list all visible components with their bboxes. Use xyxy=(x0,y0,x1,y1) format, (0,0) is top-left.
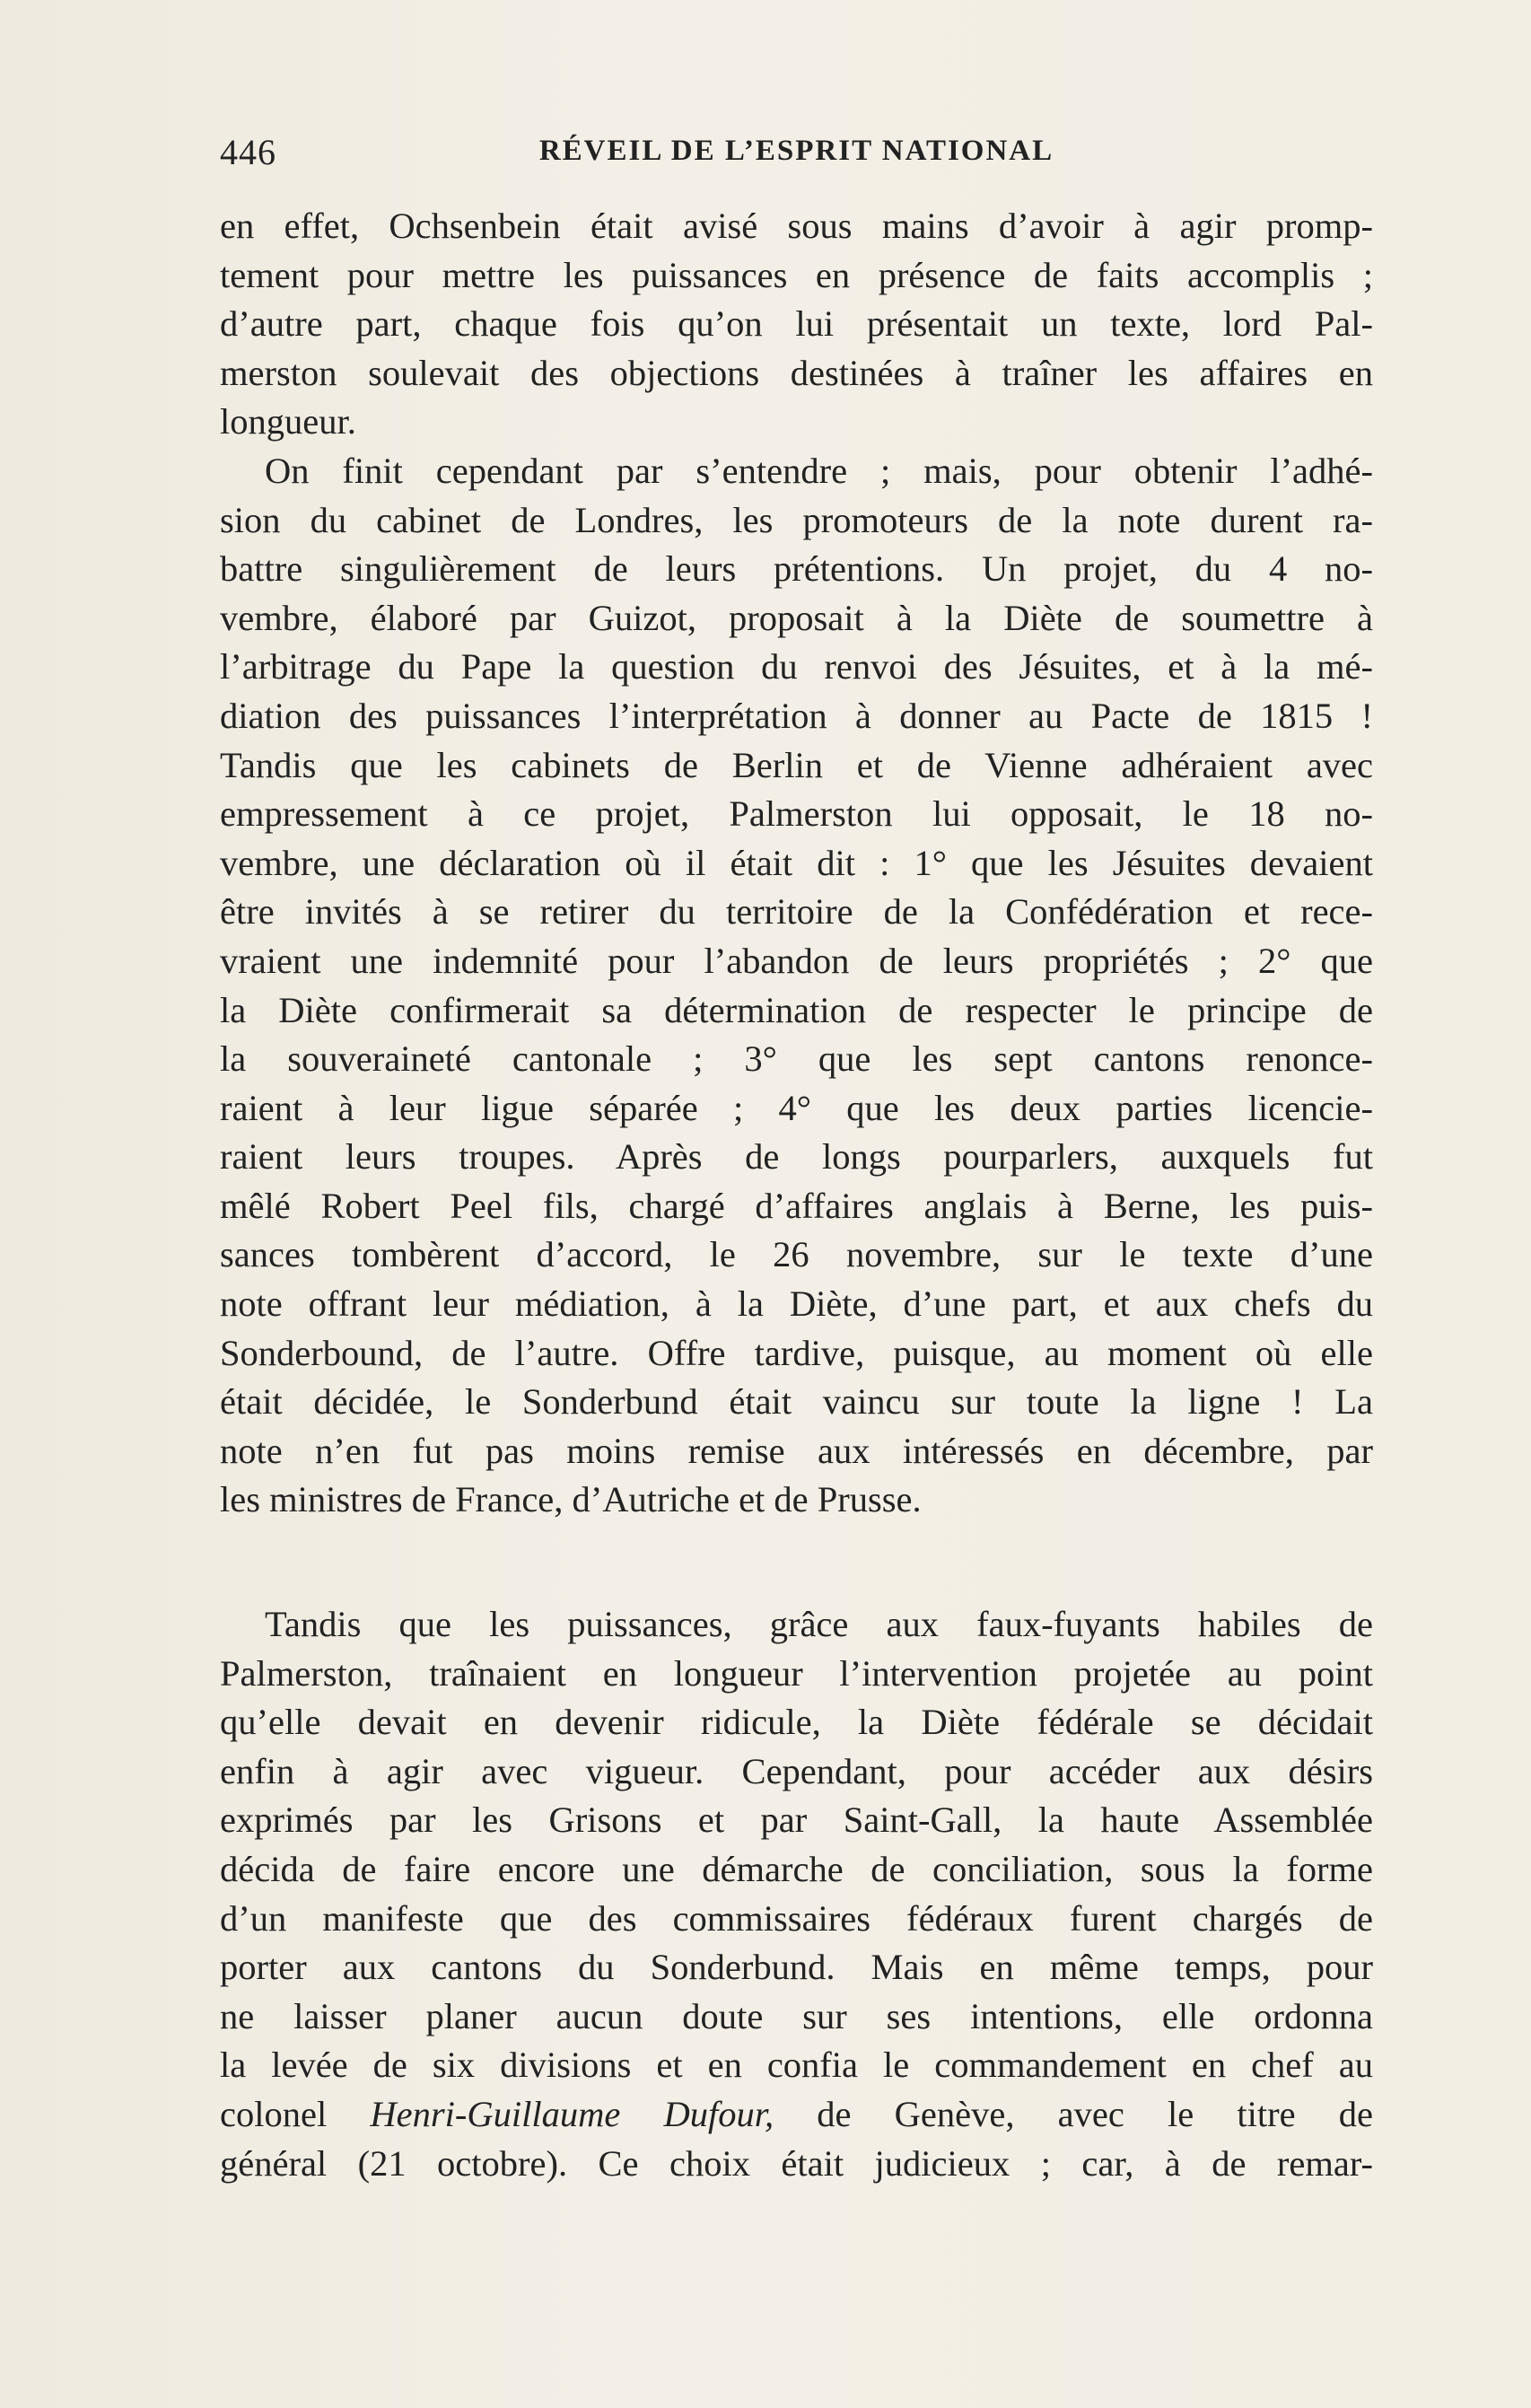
text-line: porter aux cantons du Sonderbund. Mais en même temps, pour xyxy=(220,1947,1373,1988)
text-line: diation des puissances l’interprétation à donner au Pacte de 1815 ! xyxy=(220,695,1373,736)
page-header xyxy=(220,131,1373,176)
text-line: Tandis que les puissances, grâce aux faux-fuyants habiles de xyxy=(265,1604,1373,1644)
text-line: merston soulevait des objections destinées à traîner les affaires en xyxy=(220,352,1373,393)
text-line: sances tombèrent d’accord, le 26 novembre, sur le texte d’une xyxy=(220,1234,1373,1275)
text-line: être invités à se retirer du territoire de la Confédération et rece- xyxy=(220,891,1373,933)
text-line: sion du cabinet de Londres, les promoteurs de la note durent ra- xyxy=(220,499,1373,540)
text-line: mêlé Robert Peel fils, chargé d’affaires anglais à Berne, les puis- xyxy=(220,1185,1373,1226)
text-line: général (21 octobre). Ce choix était judicieux ; car, à de remar- xyxy=(220,2142,1373,2184)
running-title: RÉVEIL DE L’ESPRIT NATIONAL xyxy=(538,135,1054,167)
text-line: empressement à ce projet, Palmerston lui opposait, le 18 no- xyxy=(220,793,1373,835)
text-line: tement pour mettre les puissances en présence de faits accomplis ; xyxy=(220,254,1373,295)
text-line: d’un manifeste que des commissaires fédéraux furent chargés de xyxy=(220,1897,1373,1939)
text-line: raient leurs troupes. Après de longs pourparlers, auxquels fut xyxy=(220,1136,1373,1178)
text-line: Palmerston, traînaient en longueur l’intervention projetée au point xyxy=(220,1652,1373,1694)
italic-person-name: Henri-Guillaume Dufour, xyxy=(370,2093,774,2134)
text-line: vembre, élaboré par Guizot, proposait à la Diète de soumettre à xyxy=(220,597,1373,638)
page-number: 446 xyxy=(220,132,276,172)
text-line: d’autre part, chaque fois qu’on lui présentait un texte, lord Pal- xyxy=(220,303,1373,345)
text-line: enfin à agir avec vigueur. Cependant, pour accéder aux désirs xyxy=(220,1750,1373,1791)
text-line: Sonderbound, de l’autre. Offre tardive, puisque, au moment où elle xyxy=(220,1332,1373,1373)
text-line: vraient une indemnité pour l’abandon de leurs propriétés ; 2° que xyxy=(220,940,1373,981)
text-line: l’arbitrage du Pape la question du renvoi des Jésuites, et à la mé- xyxy=(220,646,1373,687)
text-line: était décidée, le Sonderbund était vaincu sur toute la ligne ! La xyxy=(220,1381,1373,1423)
text-line: la souveraineté cantonale ; 3° que les sept cantons renonce- xyxy=(220,1038,1373,1080)
text-line: les ministres de France, d’Autriche et de Prusse. xyxy=(220,1479,922,1520)
text-line: vembre, une déclaration où il était dit : 1° que les Jésuites devaient xyxy=(220,842,1373,883)
text-segment: de Genève, avec le titre de xyxy=(774,2093,1373,2134)
text-line: en effet, Ochsenbein était avisé sous mains d’avoir à agir promp- xyxy=(220,206,1373,246)
text-line: la levée de six divisions et en confia le commandement en chef au xyxy=(220,2045,1373,2086)
text-line: décida de faire encore une démarche de conciliation, sous la forme xyxy=(220,1848,1373,1889)
text-line: longueur. xyxy=(220,401,356,442)
text-line: battre singulièrement de leurs prétentions. Un projet, du 4 no- xyxy=(220,548,1373,590)
text-line: note n’en fut pas moins remise aux intéressés en décembre, par xyxy=(220,1430,1373,1471)
body-text-top xyxy=(220,202,1373,1525)
text-line: exprimés par les Grisons et par Saint-Gall, la haute Assemblée xyxy=(220,1799,1373,1841)
text-line: note offrant leur médiation, à la Diète, d’une part, et aux chefs du xyxy=(220,1283,1373,1325)
text-line: On finit cependant par s’entendre ; mais, pour obtenir l’adhé- xyxy=(265,450,1373,491)
text-line: qu’elle devait en devenir ridicule, la Diète fédérale se décidait xyxy=(220,1702,1373,1743)
text-line: Tandis que les cabinets de Berlin et de Vienne adhéraient avec xyxy=(220,744,1373,785)
text-line: la Diète confirmerait sa détermination de respecter le principe de xyxy=(220,989,1373,1030)
text-segment: colonel xyxy=(220,2093,371,2134)
text-line: ne laisser planer aucun doute sur ses intentions, elle ordonna xyxy=(220,1995,1373,2036)
text-line: raient à leur ligue séparée ; 4° que les deux parties licencie- xyxy=(220,1087,1373,1128)
text-line-with-name xyxy=(220,2090,1373,2140)
body-text-bottom xyxy=(220,1600,1373,2188)
